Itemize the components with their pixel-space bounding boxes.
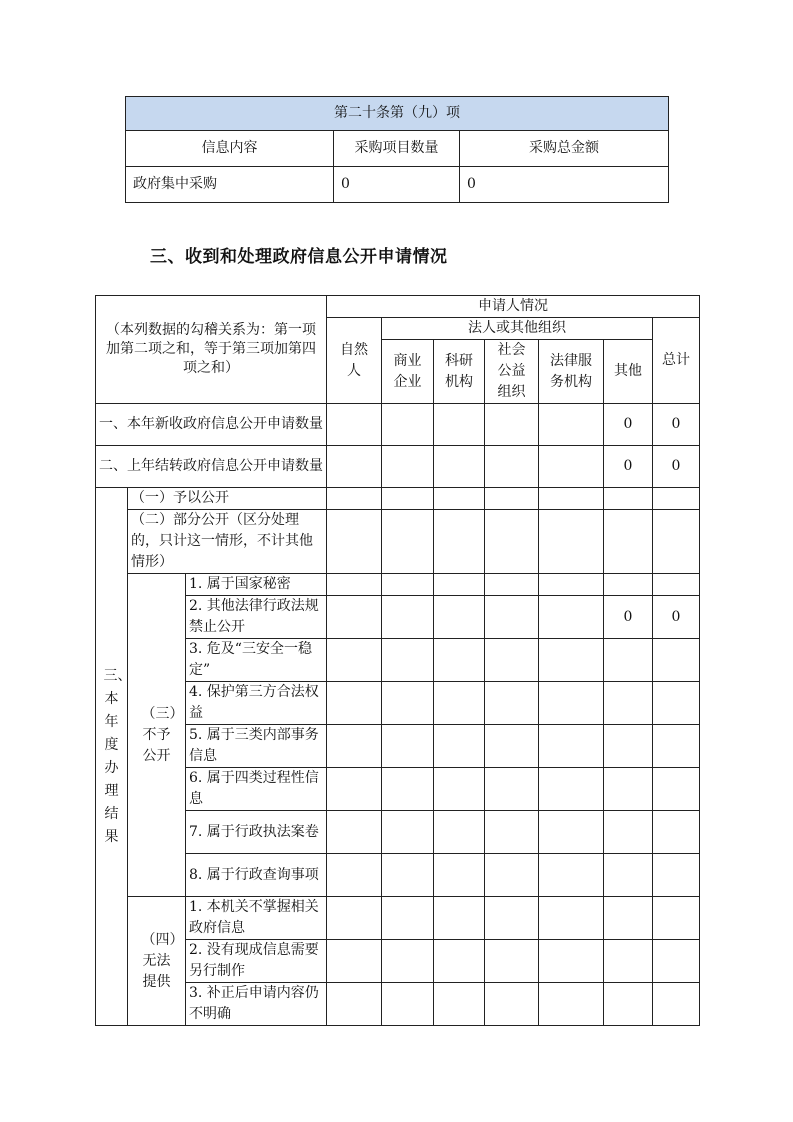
item3-sub4: 4. 保护第三方合法权益 — [186, 682, 327, 725]
header-project-count: 采购项目数量 — [334, 131, 460, 167]
section3-label: 三、本年度办理结果 — [96, 488, 128, 1026]
item3-sub2-other: 0 — [604, 596, 653, 639]
natural-person-header: 自然人 — [327, 318, 382, 404]
row2-other: 0 — [604, 446, 653, 488]
table-row — [96, 983, 700, 1026]
header-row-1 — [96, 296, 700, 318]
table-row — [96, 682, 700, 725]
item3-sub1: 1. 属于国家秘密 — [186, 574, 327, 596]
item4-sub3: 3. 补正后申请内容仍不明确 — [186, 983, 327, 1026]
row1-other: 0 — [604, 404, 653, 446]
row1-label: 一、本年新收政府信息公开申请数量 — [96, 404, 327, 446]
item3-sub3: 3. 危及“三安全一稳定” — [186, 639, 327, 682]
item3-sub5: 5. 属于三类内部事务信息 — [186, 725, 327, 768]
table-row — [96, 639, 700, 682]
item1-label: （一）予以公开 — [128, 488, 327, 510]
item3-sub2-total: 0 — [653, 596, 700, 639]
item3-label: （三）不予公开 — [128, 574, 186, 897]
procurement-table — [125, 96, 669, 203]
table-row — [126, 167, 669, 203]
col-legal-service: 法律服务机构 — [539, 340, 604, 404]
table-row — [96, 510, 700, 574]
table-row — [96, 854, 700, 897]
row1-total: 0 — [653, 404, 700, 446]
item4-label: （四）无法提供 — [128, 897, 186, 1026]
table-row — [96, 446, 700, 488]
table-row — [96, 404, 700, 446]
table-row — [96, 488, 700, 510]
item3-sub8: 8. 属于行政查询事项 — [186, 854, 327, 897]
col-other: 其他 — [604, 340, 653, 404]
item3-sub7: 7. 属于行政执法案卷 — [186, 811, 327, 854]
table-row — [96, 811, 700, 854]
applicant-header: 申请人情况 — [327, 296, 700, 318]
col-research: 科研机构 — [434, 340, 485, 404]
item4-sub2: 2. 没有现成信息需要另行制作 — [186, 940, 327, 983]
row-amount: 0 — [460, 167, 669, 203]
table-row — [96, 897, 700, 940]
total-header: 总计 — [653, 318, 700, 404]
procurement-title-row — [126, 97, 669, 131]
row2-label: 二、上年结转政府信息公开申请数量 — [96, 446, 327, 488]
section-heading: 三、收到和处理政府信息公开申请情况 — [150, 247, 448, 267]
procurement-table-title: 第二十条第（九）项 — [126, 97, 669, 131]
procurement-header-row — [126, 131, 669, 167]
row2-total: 0 — [653, 446, 700, 488]
item4-sub1: 1. 本机关不掌握相关政府信息 — [186, 897, 327, 940]
header-total-amount: 采购总金额 — [460, 131, 669, 167]
item3-sub2: 2. 其他法律行政法规禁止公开 — [186, 596, 327, 639]
table-row — [96, 768, 700, 811]
item2-label: （二）部分公开（区分处理的，只计这一情形，不计其他情形） — [128, 510, 327, 574]
table-row — [96, 574, 700, 596]
row-label: 政府集中采购 — [126, 167, 334, 203]
item3-sub6: 6. 属于四类过程性信息 — [186, 768, 327, 811]
corner-note: （本列数据的勾稽关系为：第一项加第二项之和，等于第三项加第四项之和） — [96, 296, 327, 404]
table-row — [96, 725, 700, 768]
header-info-content: 信息内容 — [126, 131, 334, 167]
application-table — [95, 295, 700, 1026]
col-business: 商业企业 — [382, 340, 434, 404]
table-row — [96, 596, 700, 639]
row-count: 0 — [334, 167, 460, 203]
legal-group-header: 法人或其他组织 — [382, 318, 653, 340]
table-row — [96, 940, 700, 983]
col-public-welfare: 社会公益组织 — [485, 340, 539, 404]
